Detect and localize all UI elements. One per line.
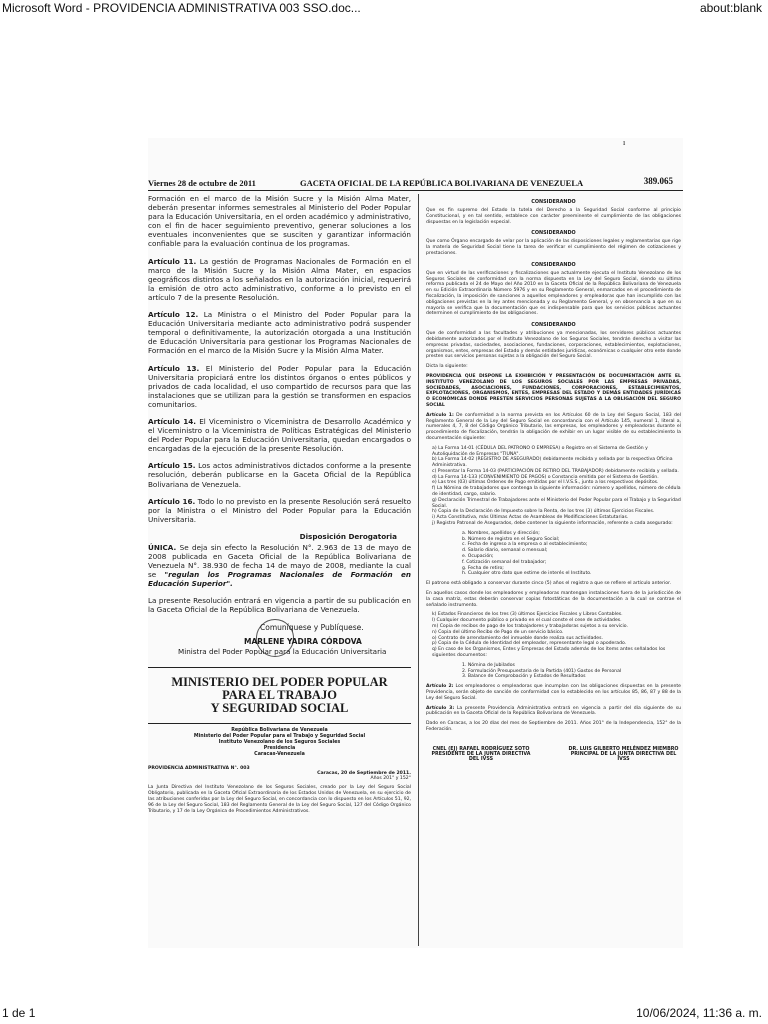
list-item: g. Fecha de retiro; (462, 565, 504, 571)
list-item: e) Las tres (03) últimas Órdenes de Pago emitidas por el I.V.S.S., junto a los respectivos depósitos. (432, 480, 659, 486)
list-item: 3. Balance de Comprobación y Estados de Resultados (462, 674, 586, 680)
dicta-line: Dicta la siguiente: (426, 364, 468, 370)
right-column (426, 194, 681, 767)
considerando-heading: CONSIDERANDO (531, 199, 576, 205)
list-item: l) Cualquier documento público o privado en el cual conste el cese de actividades. (432, 618, 622, 624)
article-13: Artículo 13. El Ministerio del Poder Popular para la Educación Universitaria propiciará entre los distintos órganos o entes públicos y privados de cada localidad, el uso compartido de recursos para que las instalaciones que se utilizan para la gestión se transformen en espacios comunitarios. (148, 363, 412, 409)
signer-name: MARLENE YADIRA CÓRDOVA (244, 636, 362, 646)
list-item: c. Fecha de ingreso a la empresa o al establecimiento; (462, 542, 588, 548)
left-column (148, 194, 411, 819)
print-header (0, 0, 768, 18)
additional-documents-list (426, 612, 681, 658)
document-title: Microsoft Word - PROVIDENCIA ADMINISTRATIVA 003 SSO.doc... (2, 1, 361, 15)
list-item: f. Cotización semanal del trabajador; (462, 559, 547, 565)
institution-header: República Bolivariana de Venezuela Ministerio del Poder Popular para el Trabajo y Seguridad Social Instituto Venezolano de los Seguros Sociales Presidencia Caracas-Venezuela (193, 727, 366, 757)
considerando-2: Que como Órgano encargado de velar por la aplicación de las disposiciones legales y reglamentarias que rige la materia de Seguridad Social tiene la tarea de verificar el cumplimiento del régimen de cotizaciones y prestaciones. (426, 239, 681, 256)
list-item: o) Contrato de arrendamiento del inmueble donde realiza sus actividades. (432, 635, 603, 641)
vigencia-paragraph: La presente Resolución entrará en vigencia a partir de su publicación en la Gaceta Oficial de la República Bolivariana de Venezuela. (148, 596, 411, 615)
list-item: g) Declaración Trimestral de Trabajadores ante el Ministerio del Poder Popular para el Trabajo y la Seguridad Social. (432, 497, 681, 509)
print-timestamp: 10/06/2024, 11:36 a. m. (636, 1006, 762, 1020)
ministry-heading: MINISTERIO DEL PODER POPULAR PARA EL TRABAJO Y SEGURIDAD SOCIAL (171, 674, 388, 715)
section-rule (148, 667, 411, 668)
list-item: 2. Formulación Presupuestaria de la Partida (401) Gastos de Personal (462, 668, 622, 674)
considerando-3: Que en virtud de las verificaciones y fiscalizaciones que actualmente ejecuta el Instituto Venezolano de los Seguros Sociales de conformidad con la norma dispuesta en la Ley del Seguro Social, siendo su última reforma publicada el 24 de Mayo del Año 2010 en la Gaceta Oficial de la República Bolivariana de Venezuela en su Edición Extraordinaria Número 5976 y en su Reglamento General, enmarcados en el procedimiento de fiscalización, la imposición de sanciones a aquellos empleadores y empleadoras que han incumplido con las obligaciones previstas en la ley antes mencionada y su Reglamento General, y en observancia a que en su mayoría se verifica que la documentación que es indispensable para que los servicios públicos actuantes determinen el cumplimiento de las obligaciones. (426, 270, 681, 317)
page-counter: 1 de 1 (2, 1006, 36, 1020)
page-url: about:blank (699, 1, 762, 15)
list-item: d) La Forma 14-133 (CONVENIMIENTO DE PAGOS) o Constancia emitida por el Sistema de Gestión. (432, 474, 659, 480)
article-11: Artículo 11. La gestión de Programas Nacionales de Formación en el marco de la Misión Sucre y la Misión Alma Mater, en espacios geográficos distintos a los señalados en la autorización inicial, requerirá la emisión de otro acto administrativo, conforme a lo previsto en el artículo 7 de la presente Resolución. (148, 256, 412, 302)
considerando-heading: CONSIDERANDO (531, 322, 576, 329)
list-item: i) Acta Constitutiva, más Últimas Actas de Asambleas de Modificaciones Estatutarias. (432, 515, 629, 521)
state-documents-list (426, 663, 681, 680)
list-item: k) Estados Financieros de los tres (3) últimos Ejercicios Fiscales y Libros Contables. (432, 612, 623, 618)
gazette-title: GACETA OFICIAL DE LA REPÚBLICA BOLIVARIANA DE VENEZUELA (300, 178, 584, 188)
list-item: c) Presentar la Forma 14-03 (PARTICIPACIÓN DE RETIRO DEL TRABAJADOR) debidamente recibida y sellada. (432, 468, 679, 474)
registry-fields-list (426, 531, 681, 577)
article-15: Artículo 15. Los actos administrativos dictados conforme a la presente resolución, deberán publicarse en la Gaceta Oficial de la República Bolivariana de Venezuela. (148, 461, 411, 489)
list-item: b) La Forma 14-02 (REGISTRO DE ASEGURADO) debidamente recibida y sellada por la respectiva Oficina Administrativa. (432, 457, 673, 469)
column-divider (418, 194, 419, 946)
years-line: Años 201° y 152° (370, 776, 411, 782)
scanned-gazette-page (148, 138, 683, 948)
patrono-paragraph: El patrono está obligado a conservar durante cinco (5) años el registro a que se refiere el artículo anterior. (426, 581, 672, 587)
publish-line: Comuníquese y Publíquese. (260, 622, 364, 632)
gazette-header (148, 176, 683, 190)
article-16: Artículo 16. Todo lo no previsto en la presente Resolución será resuelto por la Ministra o el Ministro del Poder Popular para la Educación Universitaria. (148, 496, 411, 524)
list-item: j) Registro Patronal de Asegurados, debe contener la siguiente información, referente a cada asegurado: (432, 521, 673, 527)
list-item: n) Copia del último Recibo de Pago de un servicio básico. (432, 629, 564, 635)
list-item: e. Ocupación; (462, 554, 494, 560)
minister-signature (148, 623, 411, 661)
article-2: Artículo 2: Los empleadores o empleadoras que incumplan con las obligaciones dispuestas en la presente Providencia, serán objeto de sanción de conformidad con lo establecido en los artículos 85, 86, 87 y 88 de la Ley del Seguro Social. (426, 684, 681, 701)
derogatory-title: Disposición Derogatoria (299, 531, 397, 541)
considerando-heading: CONSIDERANDO (531, 230, 576, 237)
considerando-4: Que de conformidad a las facultades y atribuciones ya mencionadas, los servidores públicos actuantes debidamente autorizados por el Instituto Venezolano de los Seguros Sociales, tendrán derecho a visitar las empresas privadas, sociedades, asociaciones, fundaciones, corporaciones, establecimientos, explotaciones, organismos, entes, empresas del Estado y demás entidades jurídicas, económicas o cualquier otro ente donde presten sus servicios personas sujetas a la obligación del Seguro Social. (426, 331, 681, 360)
signer-2: DR. LUIS GILBERTO MELÉNDEZ MIEMBRO PRINCIPAL DE LA JUNTA DIRECTIVA DEL IVSS (568, 746, 679, 762)
list-item: d. Salario diario, semanal o mensual; (462, 548, 548, 554)
article-14: Artículo 14. El Viceministro o Viceministra de Desarrollo Académico y el Viceministro o la Viceministra de Políticas Estratégicas del Ministerio del Poder Popular para la Educación Universitaria, quedan encargados o encargadas de la ejecución de la presente Resolución. (148, 416, 411, 454)
scan-mark: ı (623, 138, 626, 147)
list-item: m) Copia de recibos de pago de los trabajadores y trabajadoras sujetos a su servicio. (432, 624, 628, 630)
considerando-heading: CONSIDERANDO (531, 261, 576, 268)
casos-paragraph: En aquellos casos donde los empleadores y empleadoras mantengan instalaciones fuera de la jurisdicción de la casa matriz, estas deberán conservar copias fotostáticas de la documentación a la cual se contrae el señalado instrumento. (426, 591, 681, 608)
signer-role: Ministra del Poder Popular para la Educación Universitaria (178, 646, 387, 656)
list-item: q) En caso de los Organismos, Entes y Empresas del Estado además de los ítems antes señalados los siguientes documentos: (432, 647, 666, 658)
list-item: h) Copia de la Declaración de Impuesto sobre la Renta, de los tres (3) últimos Ejercicios Fiscales. (432, 509, 655, 515)
list-item: b. Número de registro en el Seguro Social; (462, 536, 560, 542)
documents-list (426, 446, 681, 527)
article-3: Artículo 3: La presente Providencia Administrativa entrará en vigencia a partir del día siguiente de su publicación en la Gaceta Oficial de la República Bolivariana de Venezuela. (426, 705, 681, 717)
print-footer (0, 1004, 768, 1024)
list-item: a) La Forma 14-01 (CÉDULA DEL PATRONO O EMPRESA) o Registro en el Sistema de Gestión y Autoliquidación de Empresas "TIUNA". (432, 445, 648, 457)
article-1: Artículo 1: De conformidad a la norma prevista en los Artículos 60 de la Ley del Seguro Social, 183 del Reglamento General de la Ley del Seguro Social en concordancia con el Artículo 145, numeral 1, literal a, numerales 4, 7, 8 del Código Orgánico Tributario, las empresas, los empleadores y empleadoras durante el procedimiento de fiscalización, tendrán la obligación de exhibir en un lugar visible de su establecimiento la documentación siguiente: (426, 412, 681, 441)
preamble: La Junta Directiva del Instituto Venezolano de los Seguros Sociales, creado por la Ley del Seguro Social Obligatorio, publicada en la Gaceta Oficial Extraordinaria de los Estados Unidos de Venezuela, en su ejercicio de las atribuciones conferidas por la Ley del Seguro Social, en concordancia con lo dispuesto en los Artículos 51, 92, 96 de la Ley del Seguro Social, 183 del Reglamento General de la Ley del Seguro Social, 127 del Código Orgánico Tributario, y 17 de la Ley Orgánica de Procedimientos Administrativos. (148, 785, 411, 814)
signer-1: CNEL (EJ) RAFAEL RODRÍGUEZ SOTO PRESIDENTE DE LA JUNTA DIRECTIVA DEL IVSS (431, 746, 531, 762)
header-rule (148, 190, 683, 191)
gazette-page-number: 389.065 (643, 176, 673, 186)
providencia-title: PROVIDENCIA QUE DISPONE LA EXHIBICIÓN Y PRESENTACIÓN DE DOCUMENTACIÓN ANTE EL INSTITUTO VENEZOLANO DE LOS SEGUROS SOCIALES POR LAS EMPRESAS PRIVADAS, SOCIEDADES, ASOCIACIONES, FUNDACIONES, CORPORACIONES, ESTABLECIMIENTOS, EXPLOTACIONES, ORGANISMOS, ENTES, EMPRESAS DEL ESTADO Y DEMÁS ENTIDADES JURÍDICAS O ECONÓMICAS DONDE PRESTEN SERVICIOS PERSONAS SUJETAS A LA OBLIGACIÓN DEL SEGURO SOCIAL (426, 373, 681, 408)
considerando-1: Que es fin supremo del Estado la tutela del Derecho a la Seguridad Social conforme al principio Constitucional, y en tal sentido, establece con carácter preeminente el cumplimiento de las obligaciones dispuestas en la legislación especial. (426, 208, 681, 225)
article-12: Artículo 12. La Ministra o el Ministro del Poder Popular para la Educación Universitaria mediante acto administrativo podrá suspender temporal o definitivamente, la autorización otorgada a una Institución de Educación Universitaria para gestionar los Programas Nacionales de Formación en el marco de la Misión Sucre y la Misión Alma Mater. (148, 310, 411, 356)
providencia-number: PROVIDENCIA ADMINISTRATIVA N°. 003 (148, 765, 250, 771)
intro-paragraph: Formación en el marco de la Misión Sucre y la Misión Alma Mater, deberán presentar informes semestrales al Ministerio del Poder Popular para la Educación Universitaria, en el orden académico y administrativo, con el fin de hacer seguimiento preventivo, generar soluciones a los eventuales inconvenientes que se susciten y garantizar información confiable para la evaluación continua de los programas. (148, 194, 411, 249)
unica-paragraph: ÚNICA. Se deja sin efecto la Resolución N°. 2.963 de 13 de mayo de 2008 publicada en Gaceta Oficial de la República Bolivariana de Venezuela N°. 38.930 de fecha 14 de mayo de 2008, mediante la cual se "regulan los Programas Nacionales de Formación en Educación Superior". (148, 542, 411, 589)
list-item: h. Cualquier otro dato que estime de interés el Instituto. (462, 571, 592, 577)
list-item: a. Nombres, apellidos y dirección; (462, 530, 540, 536)
gazette-date: Viernes 28 de octubre de 2011 (148, 178, 256, 188)
section-rule-2 (148, 723, 411, 724)
list-item: p) Copia de la Cédula de Identidad del empleador, representante legal o apoderado. (432, 641, 627, 647)
signatures (426, 737, 681, 767)
list-item: f) La Nómina de trabajadores que contenga la siguiente información: número y apellidos, número de cédula de identidad, cargo, salario. (432, 486, 681, 498)
place-date: Caracas, 20 de Septiembre de 2011. (317, 771, 411, 777)
list-item: 1. Nómina de Jubilados (462, 662, 515, 668)
dado-paragraph: Dado en Caracas, a los 20 días del mes de Septiembre de 2011. Años 201° de la Independencia, 152° de la Federación. (426, 721, 681, 732)
